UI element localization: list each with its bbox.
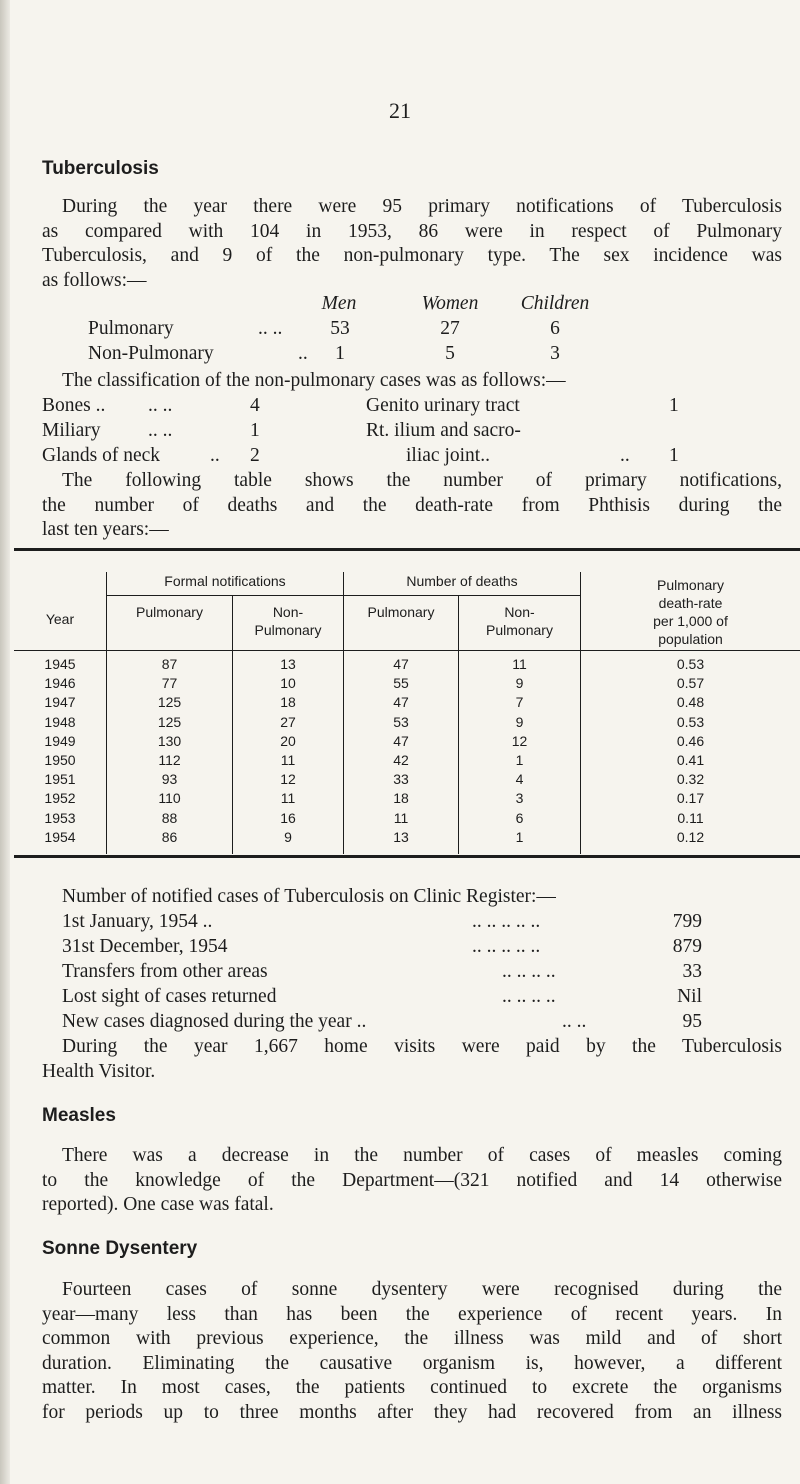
classification-value: 1 [669, 395, 679, 416]
sonne-line: year—many less than has been the experience of recent years. In [42, 1303, 782, 1325]
cell-year: 1954 [44, 828, 76, 845]
sex-row-label: Pulmonary [88, 318, 174, 339]
cell-death-rate: 0.41 [676, 752, 705, 768]
register-label: Lost sight of cases returned [62, 986, 277, 1007]
cell-year: 1949 [44, 732, 76, 749]
header-line: population [658, 631, 723, 647]
sex-header-children: Children [520, 293, 590, 314]
cell-fn-non-pulmonary: 20 [280, 732, 296, 749]
sonne-line: Fourteen cases of sonne dysentery were recognised during the [62, 1279, 782, 1300]
leader-dots: .. .. .. .. .. [472, 936, 541, 957]
group-header-rule [107, 595, 580, 596]
header-fn-non-pulmonary [233, 603, 343, 639]
cell-d-non-pulmonary: 3 [515, 790, 524, 807]
cell-year: 1946 [44, 675, 76, 692]
cell-death-rate: 0.46 [676, 732, 705, 749]
cell-d-pulmonary: 33 [393, 771, 409, 788]
leader-dots: .. .. .. .. [502, 961, 556, 982]
header-line: Non- [504, 604, 535, 620]
tb-intro-line: as compared with 104 in 1953, 86 were in respect of Pulmonary [42, 220, 782, 242]
sex-header-men: Men [321, 293, 357, 314]
leader-dots: .. [210, 445, 220, 466]
section-heading-measles: Measles [42, 1105, 116, 1126]
leader-dots: .. .. [258, 318, 283, 339]
tb-intro-line: Tuberculosis, and 9 of the non-pulmonary type. The sex incidence was [42, 245, 782, 267]
table-intro-line: last ten years:— [42, 519, 169, 541]
cell-d-pulmonary: 18 [393, 790, 409, 807]
classification-label: Rt. ilium and sacro- [366, 420, 521, 441]
sonne-line: common with previous experience, the illness was mild and of short [42, 1328, 782, 1350]
cell-d-pulmonary: 42 [393, 752, 409, 768]
cell-fn-non-pulmonary: 13 [280, 656, 296, 672]
cell-death-rate: 0.32 [676, 771, 705, 788]
header-d-non-pulmonary [459, 603, 580, 639]
cell-fn-non-pulmonary: 18 [280, 694, 296, 711]
cell-death-rate: 0.48 [676, 694, 705, 711]
register-label: 31st December, 1954 [62, 936, 228, 957]
home-visits-line: Health Visitor. [42, 1060, 156, 1082]
sonne-line: for periods up to three months after they had recovered from an illness [42, 1401, 782, 1423]
cell-death-rate: 0.11 [677, 809, 704, 826]
cell-fn-non-pulmonary: 11 [280, 752, 296, 768]
table-top-rule [14, 548, 800, 551]
sex-value-men: 53 [330, 318, 350, 339]
classification-label: Miliary [42, 420, 101, 441]
table-bottom-rule [14, 855, 800, 858]
register-value: 95 [682, 1011, 702, 1032]
cell-year: 1945 [44, 656, 76, 672]
sonne-line: matter. In most cases, the patients continued to excrete the organisms [42, 1377, 782, 1399]
cell-d-pulmonary: 47 [393, 656, 409, 672]
cell-year: 1950 [44, 752, 76, 768]
leader-dots: .. .. .. .. .. [472, 911, 541, 932]
header-formal-notifications: Formal notifications [164, 573, 286, 589]
home-visits-line: During the year 1,667 home visits were paid by the Tuberculosis [62, 1036, 782, 1057]
sonne-line: duration. Eliminating the causative organism is, however, a different [42, 1352, 782, 1374]
home-visits-paragraph [42, 1035, 782, 1084]
cell-d-pulmonary: 55 [393, 675, 409, 692]
cell-d-pulmonary: 47 [393, 694, 409, 711]
cell-d-non-pulmonary: 4 [515, 771, 524, 788]
sex-row-label: Non-Pulmonary [88, 343, 214, 364]
leader-dots: .. .. [148, 395, 173, 416]
cell-death-rate: 0.53 [676, 713, 705, 730]
cell-d-non-pulmonary: 12 [511, 732, 528, 749]
register-label: Transfers from other areas [62, 961, 268, 982]
cell-d-pulmonary: 13 [393, 828, 409, 845]
cell-death-rate: 0.53 [676, 656, 705, 672]
header-fn-pulmonary: Pulmonary [136, 604, 203, 620]
classification-value: 1 [250, 420, 260, 441]
measles-paragraph [42, 1144, 782, 1218]
header-line: Pulmonary [657, 577, 724, 593]
cell-d-non-pulmonary: 6 [515, 809, 524, 826]
measles-line: There was a decrease in the number of cases of measles coming [62, 1145, 782, 1166]
sex-header-women: Women [421, 293, 479, 314]
register-label: 1st January, 1954 .. [62, 911, 213, 932]
cell-fn-pulmonary: 125 [157, 694, 182, 711]
header-d-pulmonary: Pulmonary [367, 604, 435, 620]
leader-dots: .. [620, 445, 630, 466]
cell-d-non-pulmonary: 9 [515, 713, 524, 730]
sex-value-children: 3 [550, 343, 560, 364]
classification-label: Bones .. [42, 395, 106, 416]
cell-fn-non-pulmonary: 11 [280, 790, 296, 807]
register-value: 879 [672, 936, 702, 957]
header-line: per 1,000 of [653, 613, 728, 629]
cell-d-non-pulmonary: 1 [515, 828, 524, 845]
leader-dots: .. .. [562, 1011, 587, 1032]
section-heading-tuberculosis: Tuberculosis [42, 158, 159, 179]
cell-fn-pulmonary: 130 [157, 732, 182, 749]
tb-intro-line: as follows:— [42, 269, 147, 291]
classification-value: 2 [250, 445, 260, 466]
tb-intro-paragraph [42, 195, 782, 293]
register-value: 799 [672, 911, 702, 932]
cell-death-rate: 0.12 [676, 828, 705, 845]
classification-intro: The classification of the non-pulmonary cases was as follows:— [62, 370, 566, 391]
header-line: Pulmonary [254, 622, 322, 638]
measles-line: to the knowledge of the Department—(321 notified and 14 otherwise [42, 1169, 782, 1191]
table-intro-line: the number of deaths and the death-rate from Phthisis during the [42, 494, 782, 516]
cell-d-pulmonary: 11 [393, 809, 409, 826]
header-bottom-rule [14, 650, 800, 651]
page-number: 21 [389, 98, 411, 123]
leader-dots: .. .. [148, 420, 173, 441]
tb-intro-line: During the year there were 95 primary notifications of Tuberculosis [62, 196, 782, 217]
cell-d-non-pulmonary: 9 [515, 675, 524, 692]
cell-year: 1951 [44, 771, 76, 788]
header-year: Year [45, 611, 75, 627]
header-death-rate [581, 576, 800, 648]
cell-fn-pulmonary: 88 [161, 809, 178, 826]
register-label: New cases diagnosed during the year .. [62, 1011, 367, 1032]
cell-d-non-pulmonary: 7 [515, 694, 524, 711]
header-line: Non- [272, 604, 304, 620]
classification-label: Glands of neck [42, 445, 161, 466]
cell-fn-pulmonary: 77 [161, 675, 178, 692]
header-number-of-deaths: Number of deaths [406, 573, 518, 589]
cell-fn-pulmonary: 86 [161, 828, 178, 845]
leader-dots: .. .. .. .. [502, 986, 556, 1007]
binding-edge [0, 0, 10, 1484]
cell-death-rate: 0.57 [676, 675, 705, 692]
sex-value-women: 5 [445, 343, 455, 364]
cell-fn-pulmonary: 87 [161, 656, 178, 672]
measles-line: reported). One case was fatal. [42, 1194, 274, 1216]
classification-value: 1 [669, 445, 679, 466]
cell-fn-pulmonary: 110 [158, 790, 181, 807]
cell-year: 1952 [44, 790, 76, 807]
cell-fn-non-pulmonary: 12 [280, 771, 296, 788]
cell-death-rate: 0.17 [676, 790, 705, 807]
header-line: death-rate [658, 595, 723, 611]
register-intro: Number of notified cases of Tuberculosis on Clinic Register:— [62, 886, 556, 907]
cell-fn-pulmonary: 93 [161, 771, 178, 788]
sex-value-children: 6 [550, 318, 560, 339]
notifications-table [14, 548, 800, 858]
classification-label: Genito urinary tract [366, 395, 520, 416]
cell-fn-pulmonary: 125 [157, 713, 182, 730]
cell-d-pulmonary: 47 [393, 732, 409, 749]
sonne-paragraph [42, 1278, 782, 1426]
classification-label: iliac joint.. [406, 445, 490, 466]
cell-fn-non-pulmonary: 16 [280, 809, 296, 826]
cell-d-non-pulmonary: 1 [515, 752, 524, 768]
cell-fn-non-pulmonary: 9 [284, 828, 292, 845]
register-value: Nil [677, 986, 702, 1007]
sex-value-women: 27 [440, 318, 460, 339]
cell-fn-non-pulmonary: 10 [280, 675, 296, 692]
cell-year: 1948 [44, 713, 76, 730]
table-intro-line: The following table shows the number of primary notifications, [62, 470, 782, 491]
cell-fn-pulmonary: 112 [158, 752, 181, 768]
register-value: 33 [682, 961, 702, 982]
table-intro-paragraph [42, 469, 782, 543]
cell-year: 1953 [44, 809, 76, 826]
cell-year: 1947 [44, 694, 76, 711]
header-line: Pulmonary [486, 622, 553, 638]
cell-d-pulmonary: 53 [393, 713, 409, 730]
cell-fn-non-pulmonary: 27 [280, 713, 296, 730]
sex-value-men: 1 [335, 343, 345, 364]
classification-value: 4 [250, 395, 260, 416]
section-heading-sonne-dysentery: Sonne Dysentery [42, 1238, 198, 1259]
cell-d-non-pulmonary: 11 [512, 656, 527, 672]
leader-dots: .. [298, 343, 308, 364]
